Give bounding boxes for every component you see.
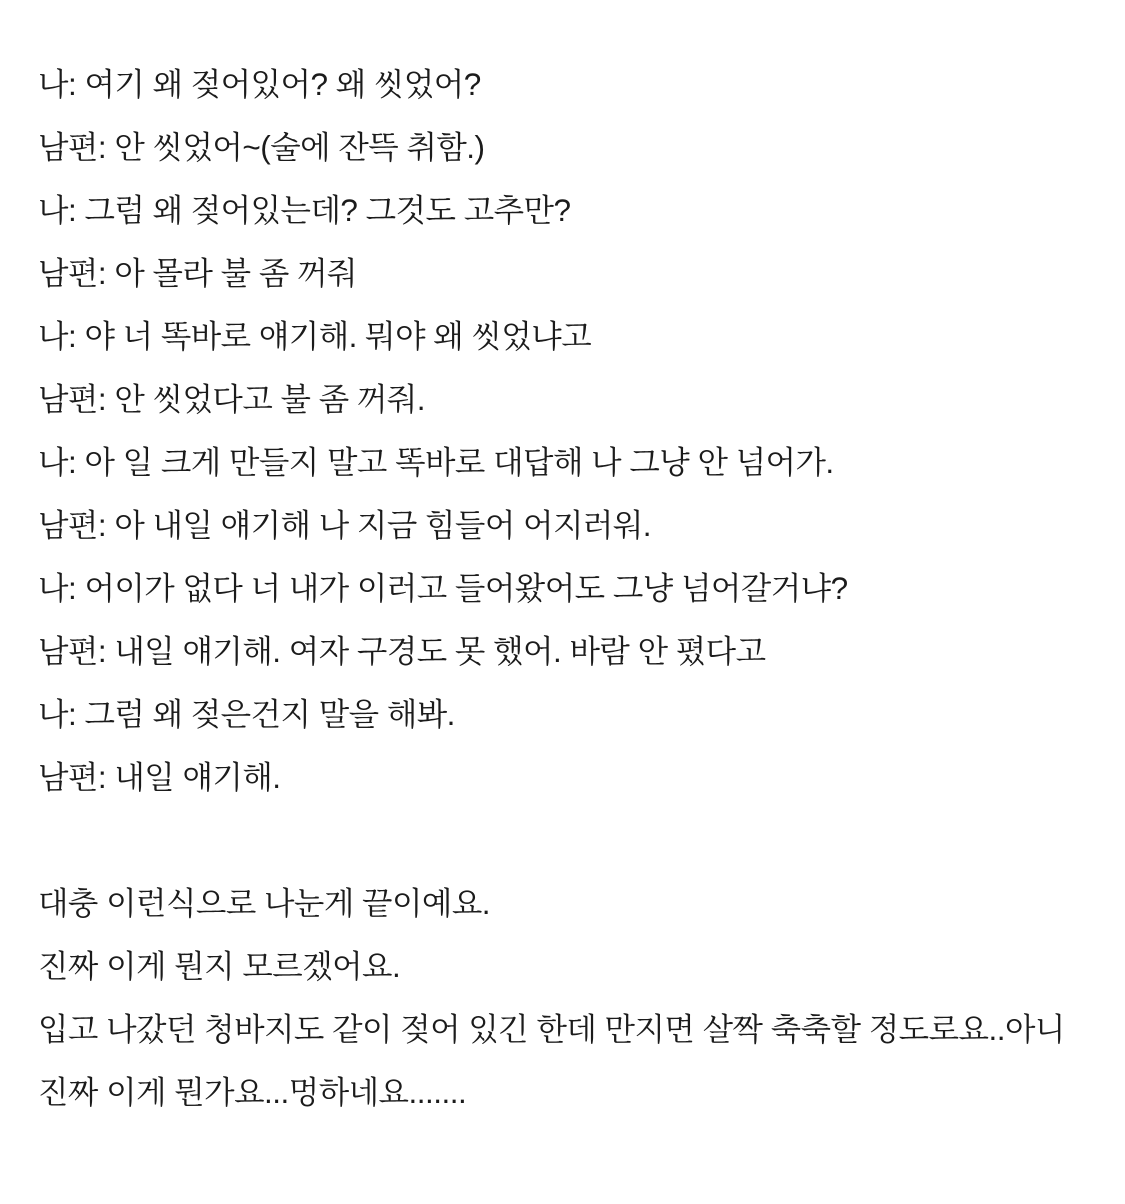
- speaker-label: 남편: [38, 759, 98, 795]
- line-text: 내일 얘기해. 여자 구경도 못 했어. 바람 안 폈다고: [114, 633, 766, 669]
- line-text: 안 씻었다고 불 좀 꺼줘.: [114, 381, 425, 417]
- speaker-separator: :: [97, 129, 115, 165]
- speaker-label: 나: [38, 570, 68, 606]
- speaker-separator: :: [67, 696, 85, 732]
- speaker-label: 남편: [38, 633, 98, 669]
- line-text: 아 내일 얘기해 나 지금 힘들어 어지러워.: [114, 507, 652, 543]
- speaker-label: 남편: [38, 381, 98, 417]
- speaker-separator: :: [97, 759, 115, 795]
- dialogue-line: [38, 116, 1094, 179]
- speaker-separator: :: [97, 255, 115, 291]
- closing-paragraph: 입고 나갔던 청바지도 같이 젖어 있긴 한데 만지면 살짝 축축할 정도로요..아니 진짜 이게 뭔가요...멍하네요.......: [38, 1011, 1065, 1110]
- line-text: 아 몰라 불 좀 꺼줘: [114, 255, 357, 291]
- dialogue-line: [38, 53, 1094, 116]
- closing-remarks: [38, 872, 1094, 1124]
- dialogue-line: [38, 620, 1094, 683]
- speaker-separator: :: [97, 633, 115, 669]
- speaker-label: 나: [38, 66, 68, 102]
- speaker-label: 나: [38, 192, 68, 228]
- closing-paragraph: 대충 이런식으로 나눈게 끝이예요.: [38, 885, 491, 921]
- line-text: 그럼 왜 젖어있는데? 그것도 고추만?: [84, 192, 571, 228]
- speaker-label: 나: [38, 444, 68, 480]
- speaker-label: 남편: [38, 255, 98, 291]
- dialogue-line: [38, 242, 1094, 305]
- dialogue-line: [38, 557, 1094, 620]
- dialogue-line: [38, 431, 1094, 494]
- speaker-label: 남편: [38, 129, 98, 165]
- dialogue-transcript: [38, 53, 1094, 809]
- speaker-separator: :: [67, 66, 85, 102]
- speaker-label: 나: [38, 318, 68, 354]
- line-text: 내일 얘기해.: [114, 759, 281, 795]
- speaker-separator: :: [67, 444, 85, 480]
- speaker-separator: :: [97, 507, 115, 543]
- dialogue-line: [38, 305, 1094, 368]
- line-text: 아 일 크게 만들지 말고 똑바로 대답해 나 그냥 안 넘어가.: [84, 444, 834, 480]
- speaker-separator: :: [67, 570, 85, 606]
- dialogue-line: [38, 746, 1094, 809]
- speaker-separator: :: [67, 318, 85, 354]
- line-text: 안 씻었어~(술에 잔뜩 취함.): [114, 129, 485, 165]
- line-text: 야 너 똑바로 얘기해. 뭐야 왜 씻었냐고: [84, 318, 592, 354]
- speaker-label: 남편: [38, 507, 98, 543]
- line-text: 그럼 왜 젖은건지 말을 해봐.: [84, 696, 455, 732]
- speaker-separator: :: [67, 192, 85, 228]
- speaker-label: 나: [38, 696, 68, 732]
- dialogue-line: [38, 368, 1094, 431]
- speaker-separator: :: [97, 381, 115, 417]
- dialogue-line: [38, 179, 1094, 242]
- closing-paragraph: 진짜 이게 뭔지 모르겠어요.: [38, 948, 401, 984]
- line-text: 여기 왜 젖어있어? 왜 씻었어?: [84, 66, 481, 102]
- line-text: 어이가 없다 너 내가 이러고 들어왔어도 그냥 넘어갈거냐?: [84, 570, 848, 606]
- dialogue-line: [38, 683, 1094, 746]
- dialogue-line: [38, 494, 1094, 557]
